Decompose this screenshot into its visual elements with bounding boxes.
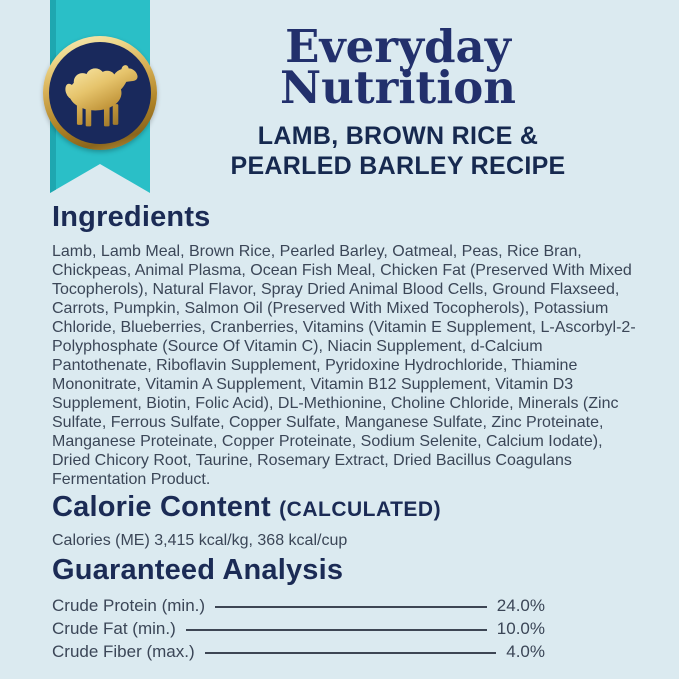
- recipe-subtitle: LAMB, BROWN RICE & PEARLED BARLEY RECIPE: [230, 122, 566, 180]
- analysis-value: 10.0%: [496, 618, 545, 638]
- calorie-content-section: [52, 490, 640, 550]
- calculated-note: (CALCULATED): [279, 498, 442, 521]
- leader-line: [215, 606, 487, 608]
- analysis-label: Crude Fiber (max.): [52, 641, 195, 661]
- badge-navy-circle: [49, 42, 151, 144]
- product-title: Everyday Nutrition: [279, 20, 517, 114]
- calorie-values: Calories (ME) 3,415 kcal/kg, 368 kcal/cup: [52, 532, 348, 549]
- table-row: [52, 640, 545, 663]
- table-row: [52, 594, 545, 617]
- table-row: [52, 617, 545, 640]
- calorie-content-heading: [52, 490, 640, 527]
- ingredients-section: [52, 200, 640, 489]
- ingredients-text: Lamb, Lamb Meal, Brown Rice, Pearled Barley, Oatmeal, Peas, Rice Bran, Chickpeas, Animal Plasma, Ocean Fish Meal, Chicken Fat (Preserved With Mixed Tocopherols), Natural Flavor, Spray Dried Animal Blood Cells, Ground Flaxseed, Carrots, Pumpkin, Salmon Oil (Preserved With Mixed Tocopherols), Potassium Chloride, Blueberries, Cranberries, Vitamins (Vitamin E Supplement, L-Ascorbyl-2-Polyphosphate (Source Of Vitamin C), Niacin Supplement, d-Calcium Pantothenate, Riboflavin Supplement, Pyridoxine Hydrochloride, Thiamine Mononitrate, Vitamin A Supplement, Vitamin B12 Supplement, Vitamin D3 Supplement, Biotin, Folic Acid), DL-Methionine, Choline Chloride, Minerals (Zinc Sulfate, Ferrous Sulfate, Copper Sulfate, Manganese Sulfate, Zinc Proteinate, Manganese Proteinate, Copper Proteinate, Sodium Selenite, Calcium Iodate), Dried Chicory Root, Taurine, Rosemary Extract, Dried Bacillus Coagulans Fermentation Product.: [52, 243, 636, 488]
- guaranteed-analysis-section: [52, 553, 640, 663]
- ingredients-heading: Ingredients: [52, 201, 211, 233]
- calorie-heading-text: Calorie Content: [52, 491, 271, 523]
- guaranteed-analysis-heading: Guaranteed Analysis: [52, 554, 344, 586]
- label-header: [160, 20, 636, 181]
- leader-line: [186, 629, 487, 631]
- sheep-icon: [60, 58, 140, 128]
- guaranteed-analysis-rows: [52, 594, 545, 663]
- analysis-value: 24.0%: [496, 595, 545, 615]
- gold-badge: [43, 36, 157, 150]
- leader-line: [205, 652, 497, 654]
- analysis-value: 4.0%: [506, 641, 545, 661]
- analysis-label: Crude Protein (min.): [52, 595, 206, 615]
- analysis-label: Crude Fat (min.): [52, 618, 176, 638]
